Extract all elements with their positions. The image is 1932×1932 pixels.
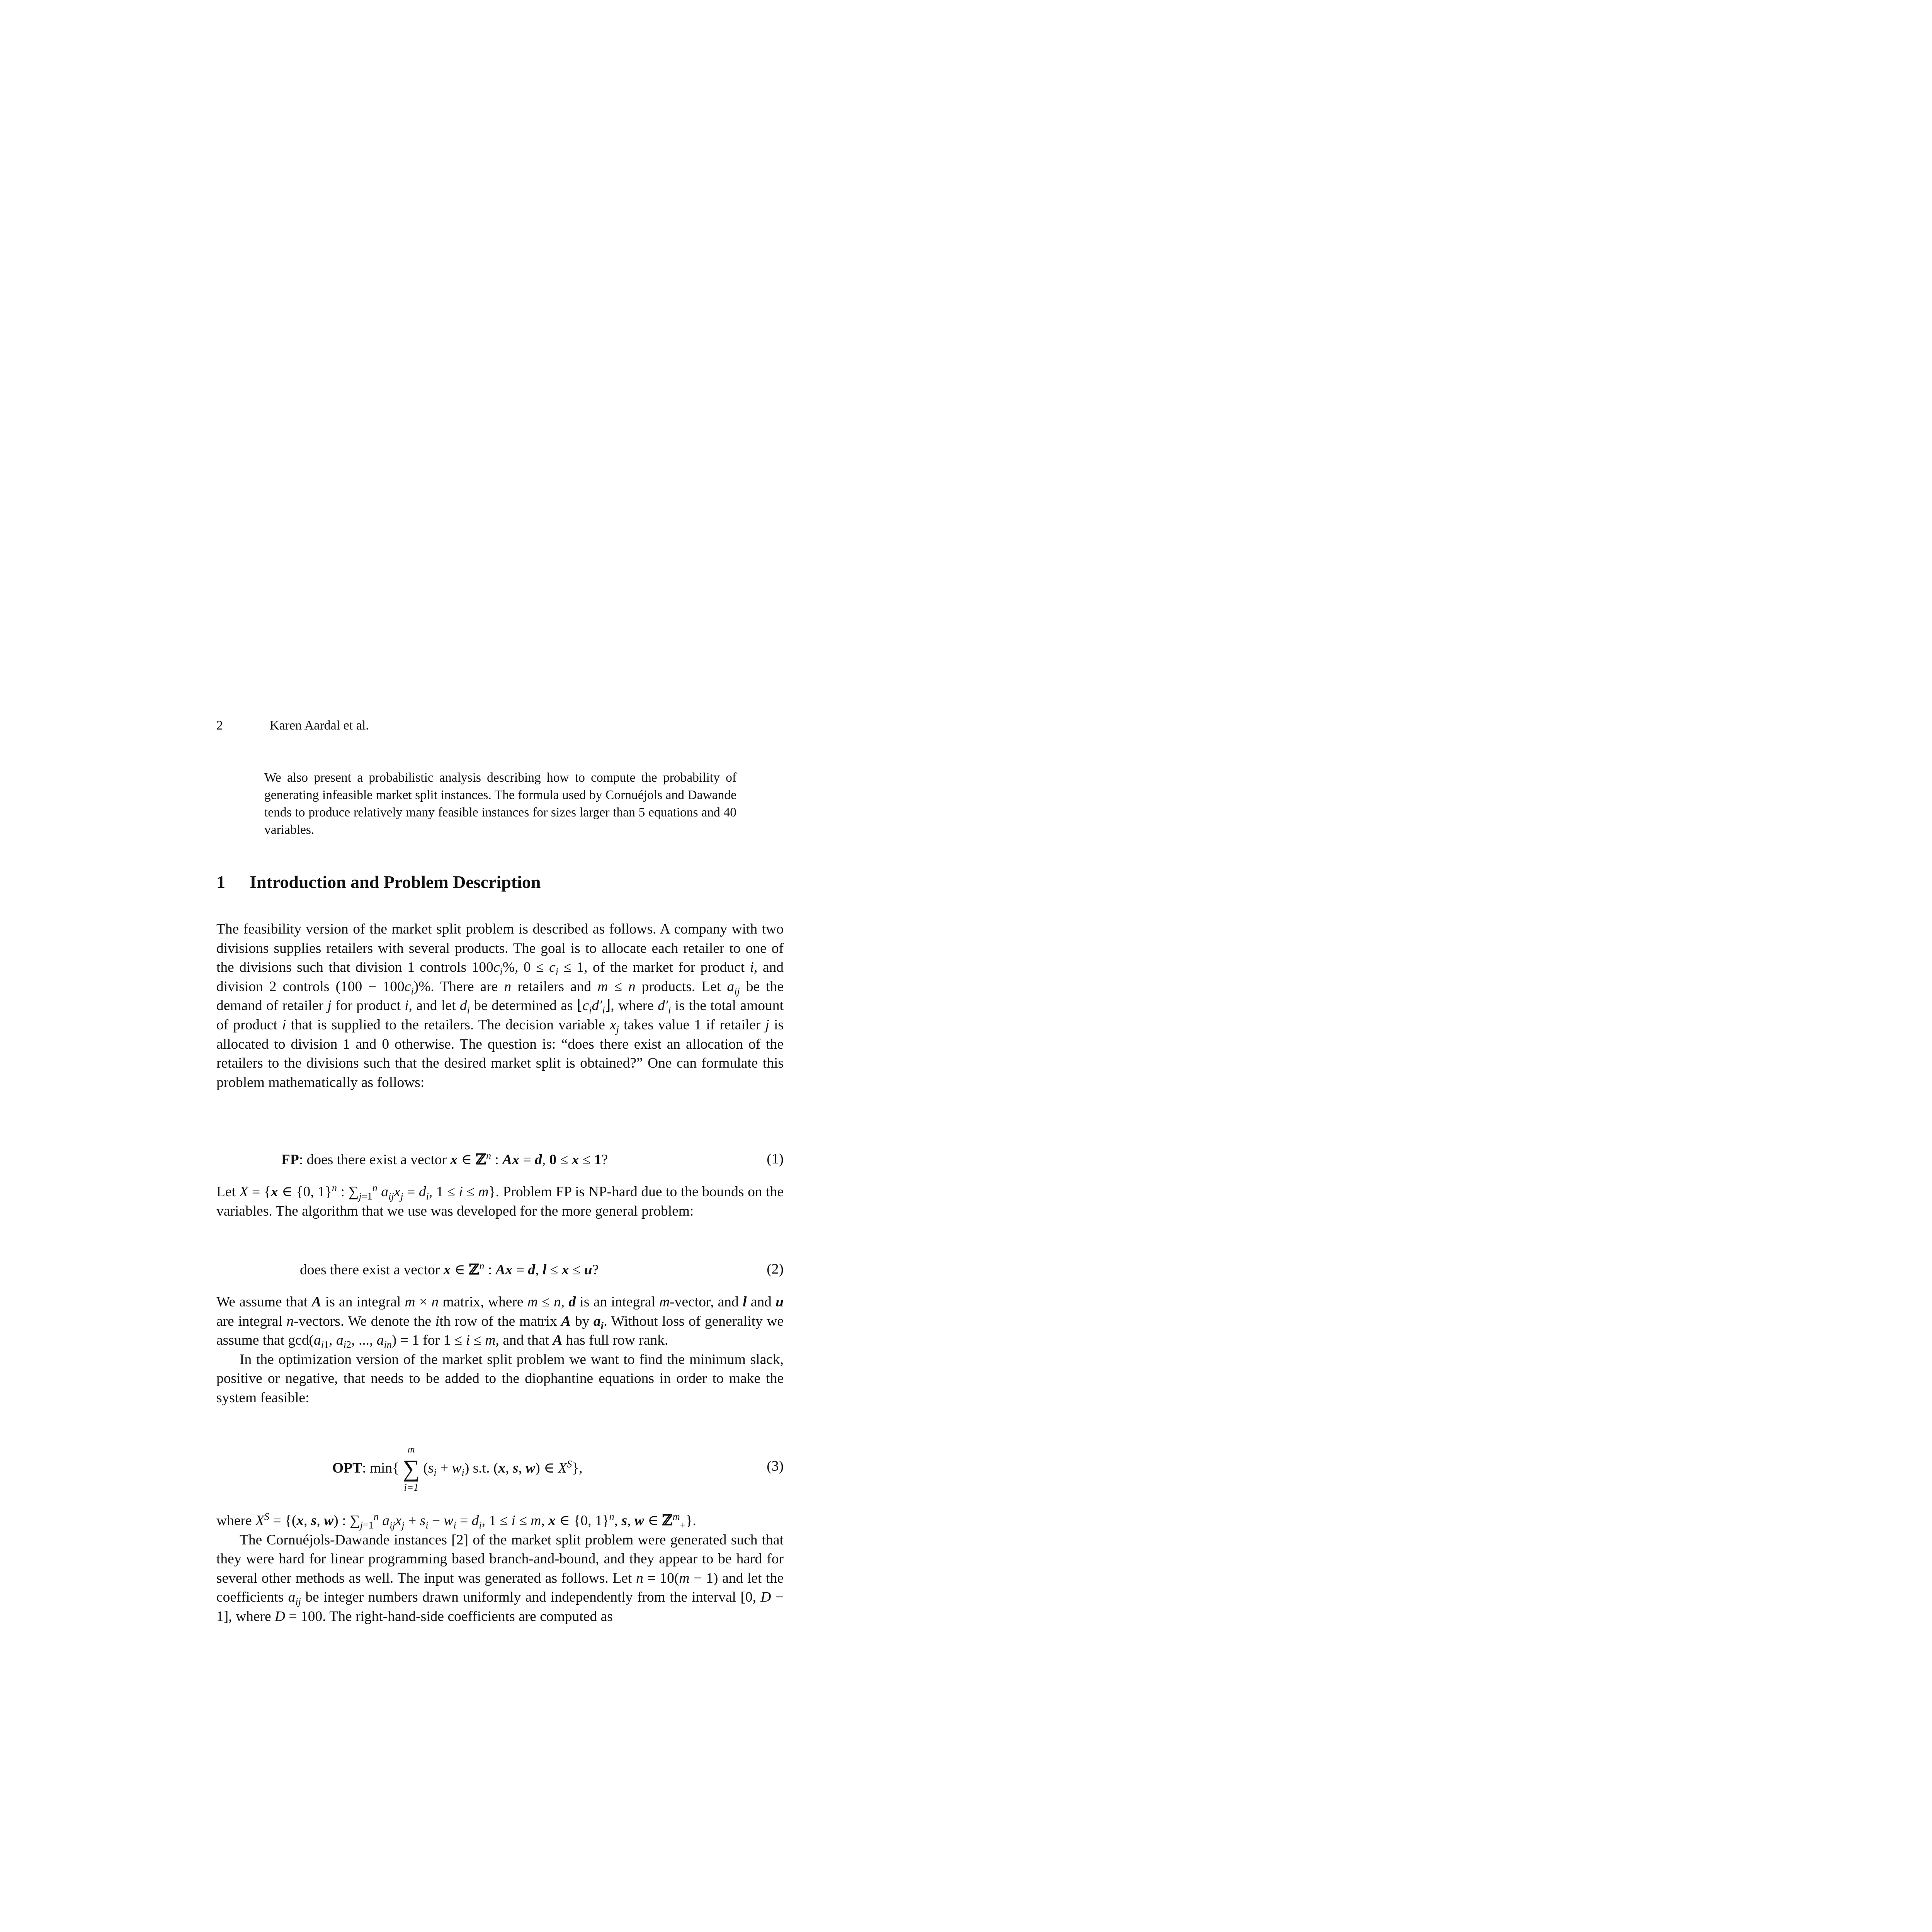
equation-1-number: (1): [767, 1151, 784, 1167]
paragraph-text: where $X^S = \{(x$, s, w) : $\sum_{j=1}^n$ $a_{ij}x_j + s_i - w_i = d_i$, 1 ≤ i ≤ m, x ∈ {0, 1}$^n$, s, w ∈ ℤ$^m_+$}.: [216, 1511, 696, 1531]
paragraph-assumptions: [216, 1293, 784, 1408]
paragraph-optimization: In the optimization version of the market split problem we want to find the minimum slack, positive or negative, that needs to be added to the diophantine equations in order to make the system feasible:: [216, 1351, 784, 1406]
equation-3-body: OPT: min{ m ∑ i=1 $(s_i + w_i)$ s.t. (x, s, w) ∈ $X^S$},: [332, 1444, 583, 1493]
paragraph-xs-definition: [216, 1511, 784, 1626]
summation-symbol: m ∑ i=1: [403, 1444, 420, 1493]
paragraph-text: Let X = {x ∈ {0, 1}$^n$ : $\sum_{j=1}^n$ $a_{ij}x_j = d_i$, 1 ≤ i ≤ m}. Problem FP is NP-hard due to the bounds on the variables. The algorithm that we use was developed for the more general problem:: [216, 1182, 784, 1219]
section-number: 1: [216, 872, 225, 892]
equation-3-number: (3): [767, 1458, 784, 1474]
abstract-text: [264, 769, 736, 838]
paragraph-cornuejols-dawande: The Cornuéjols-Dawande instances [2] of the market split problem were generated such that they were hard for linear programming based branch-and-bound, and they appear to be hard for several other methods as well. The input was generated as follows. Let n = 10(m − 1) and let the coefficients $a_{ij}$ be integer numbers drawn uniformly and independently from the interval [0, D − 1], where D = 100. The right-hand-side coefficients are computed as: [216, 1532, 784, 1624]
section-heading: [216, 872, 541, 892]
equation-1-body: FP: does there exist a vector x ∈ ℤ$^n$ : Ax = d, 0 ≤ x ≤ 1?: [281, 1150, 608, 1168]
abstract-paragraph: We also present a probabilistic analysis describing how to compute the probability of generating infeasible market split instances. The formula used by Cornuéjols and Dawande tends to produce relatively many feasible instances for sizes larger than 5 equations and 40 variables.: [264, 770, 736, 837]
running-authors: Karen Aardal et al.: [270, 718, 369, 733]
paragraph-feasibility: [216, 920, 784, 1092]
paragraph-text: The feasibility version of the market split problem is described as follows. A company with two divisions supplies retailers with several products. The goal is to allocate each retailer to one of the divisions such that division 1 controls $100c_i\%$, $0 \le c_i \le 1$, of the market for product i, and division 2 controls $(100 - 100c_i)\%$. There are n retailers and m ≤ n products. Let $a_{ij}$ be the demand of retailer j for product i, and let $d_i$ be determined as $⌊c_id'_i⌋$, where $d'_i$ is the total amount of product i that is supplied to the retailers. The decision variable $x_j$ takes value 1 if retailer j is allocated to division 1 and 0 otherwise. The question is: “does there exist an allocation of the retailers to the divisions such that the desired market split is obtained?” One can formulate this problem mathematically as follows:: [216, 921, 784, 1090]
paragraph-np-hard: [216, 1182, 784, 1221]
section-title: Introduction and Problem Description: [250, 872, 541, 892]
equation-2-number: (2): [767, 1261, 784, 1277]
page-number: 2: [216, 718, 223, 733]
paragraph-text: We assume that A is an integral m × n matrix, where m ≤ n, d is an integral m-vector, and l and u are integral n-vectors. We denote the ith row of the matrix A by $a_i$. Without loss of generality we assume that $\gcd(a_{i1}$, $a_{i2}$, ..., $a_{in}) = 1$ for 1 ≤ i ≤ m, and that A has full row rank.: [216, 1294, 784, 1350]
equation-2-body: does there exist a vector x ∈ ℤ$^n$ : Ax = d, l ≤ x ≤ u?: [300, 1260, 599, 1278]
